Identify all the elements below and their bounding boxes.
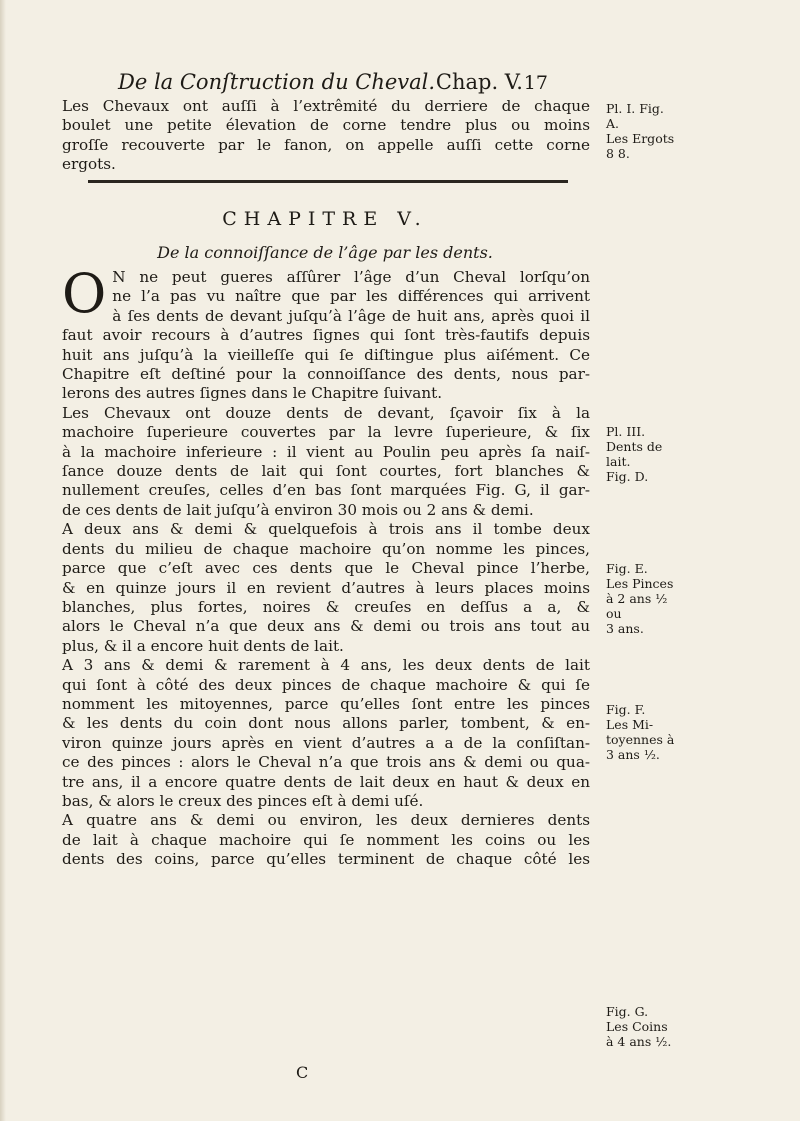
margin-note-line: Les Pinces xyxy=(606,576,674,591)
text-line: & les dents du coin dont nous allons parler, tombent, & en- xyxy=(62,714,590,733)
margin-note-pinces xyxy=(606,561,678,636)
margin-note-line: Les Mi- xyxy=(606,717,654,732)
text-line: ce des pinces : alors le Cheval n’a que trois ans & demi ou qua- xyxy=(62,753,590,772)
text-line: N ne peut gueres aſſûrer l’âge d’un Cheval lorſqu’on xyxy=(112,268,590,286)
text-line: ne l’a pas vu naître que par les différences qui arrivent xyxy=(112,287,590,306)
text-line: viron quinze jours après en vient d’autres a a de la conſiſtan- xyxy=(62,733,590,752)
text-line: dents du milieu de chaque machoire qu’on nomme les pinces, xyxy=(62,539,590,558)
text-line: à la machoire inferieure : il vient au Poulin peu après ſa naiſ- xyxy=(62,442,590,461)
signature-mark: C xyxy=(296,1063,309,1082)
text-line: parce que c’eſt avec ces dents que le Cheval pince l’herbe, xyxy=(62,559,590,578)
text-line: de ces dents de lait juſqu’à environ 30 mois ou 2 ans & demi. xyxy=(62,500,534,519)
text-line: de lait à chaque machoire qui ſe nomment les coins ou les xyxy=(62,830,590,849)
section-rule xyxy=(88,180,568,183)
margin-note-line: à 2 ans ½ ou xyxy=(606,591,668,621)
text-line: A deux ans & demi & quelquefois à trois ans il tombe deux xyxy=(62,520,590,539)
page-number: 17 xyxy=(523,72,548,94)
text-line: bas, & alors le creux des pinces eſt à demi uſé. xyxy=(62,791,424,810)
running-head-title: De la Conſtruction du Cheval. xyxy=(118,70,436,94)
margin-note-line: Fig. E. xyxy=(606,561,648,576)
margin-note-line: Dents de xyxy=(606,439,663,454)
text-line: lerons des autres ſignes dans le Chapitre ſuivant. xyxy=(62,384,443,403)
margin-note-line: Les Coins xyxy=(606,1019,668,1034)
text-line: Chapitre eſt deſtiné pour la connoiſſance des dents, nous par- xyxy=(62,365,590,384)
text-line: ergots. xyxy=(62,155,116,174)
margin-note-ergots xyxy=(606,101,678,161)
text-line: nullement creuſes, celles d’en bas ſont marquées Fig. G, il gar- xyxy=(62,481,590,500)
margin-note-line: A. xyxy=(606,116,620,131)
text-line: A 3 ans & demi & rarement à 4 ans, les deux dents de lait xyxy=(62,656,590,675)
chapter-title: CHAPITRE V. xyxy=(222,208,428,230)
margin-note-line: Les Ergots xyxy=(606,131,675,146)
running-head xyxy=(118,70,548,94)
text-line: plus, & il a encore huit dents de lait. xyxy=(62,636,344,655)
text-line: blanches, plus fortes, noires & creuſes en deſſus a a, & xyxy=(62,597,590,616)
margin-note-line: lait. xyxy=(606,454,631,469)
margin-note-line: 3 ans ½. xyxy=(606,747,660,762)
text-line: boulet une petite élevation de corne tendre plus ou moins xyxy=(62,116,590,135)
margin-note-line: Fig. D. xyxy=(606,469,649,484)
margin-note-line: à 4 ans ½. xyxy=(606,1034,672,1049)
chapter-subtitle: De la connoiſſance de l’âge par les dents. xyxy=(157,243,493,262)
text-line: dents des coins, parce qu’elles terminent de chaque côté les xyxy=(62,850,590,869)
text-line: qui ſont à côté des deux pinces de chaque machoire & qui ſe xyxy=(62,675,590,694)
margin-note-coins xyxy=(606,1004,678,1049)
text-line: faut avoir recours à d’autres ſignes qui ſont très-fautifs depuis xyxy=(62,326,590,345)
text-line: machoire ſuperieure couvertes par la levre ſuperieure, & ſix xyxy=(62,423,590,442)
margin-note-line: 3 ans. xyxy=(606,621,644,636)
margin-note-line: toyennes à xyxy=(606,732,675,747)
margin-note-lait xyxy=(606,424,678,484)
text-line: à ſes dents de devant juſqu’à l’âge de huit ans, après quoi il xyxy=(112,306,590,325)
chapter-body xyxy=(62,262,590,870)
margin-note-line: Fig. F. xyxy=(606,702,646,717)
text-line: alors le Cheval n’a que deux ans & demi ou trois ans tout au xyxy=(62,617,590,636)
text-line: & en quinze jours il en revient d’autres à leurs places moins xyxy=(62,578,590,597)
text-line: Les Chevaux ont douze dents de devant, ſçavoir ſix à la xyxy=(62,403,590,422)
text-line: groſſe recouverte par le fanon, on appelle auſſi cette corne xyxy=(62,135,590,154)
running-head-chapter: Chap. V. xyxy=(435,70,523,94)
margin-note-line: Fig. G. xyxy=(606,1004,649,1019)
text-line: ſance douze dents de lait qui ſont courtes, fort blanches & xyxy=(62,462,590,481)
text-line: A quatre ans & demi ou environ, les deux dernieres dents xyxy=(62,811,590,830)
page-gutter-shadow xyxy=(0,0,6,1121)
margin-note-mitoyennes xyxy=(606,702,678,762)
text-line: tre ans, il a encore quatre dents de lait deux en haut & deux en xyxy=(62,772,590,791)
margin-note-line: 8 8. xyxy=(606,146,630,161)
margin-note-line: Pl. III. xyxy=(606,424,646,439)
text-line: nomment les mitoyennes, parce qu’elles ſont entre les pinces xyxy=(62,694,590,713)
intro-paragraph xyxy=(62,97,590,175)
drop-cap: O xyxy=(62,262,107,325)
text-line: Les Chevaux ont auſſi à l’extrêmité du derriere de chaque xyxy=(62,97,590,115)
margin-note-line: Pl. I. Fig. xyxy=(606,101,664,116)
text-line: huit ans juſqu’à la vieilleſſe qui ſe diſtingue plus aiſément. Ce xyxy=(62,345,590,364)
